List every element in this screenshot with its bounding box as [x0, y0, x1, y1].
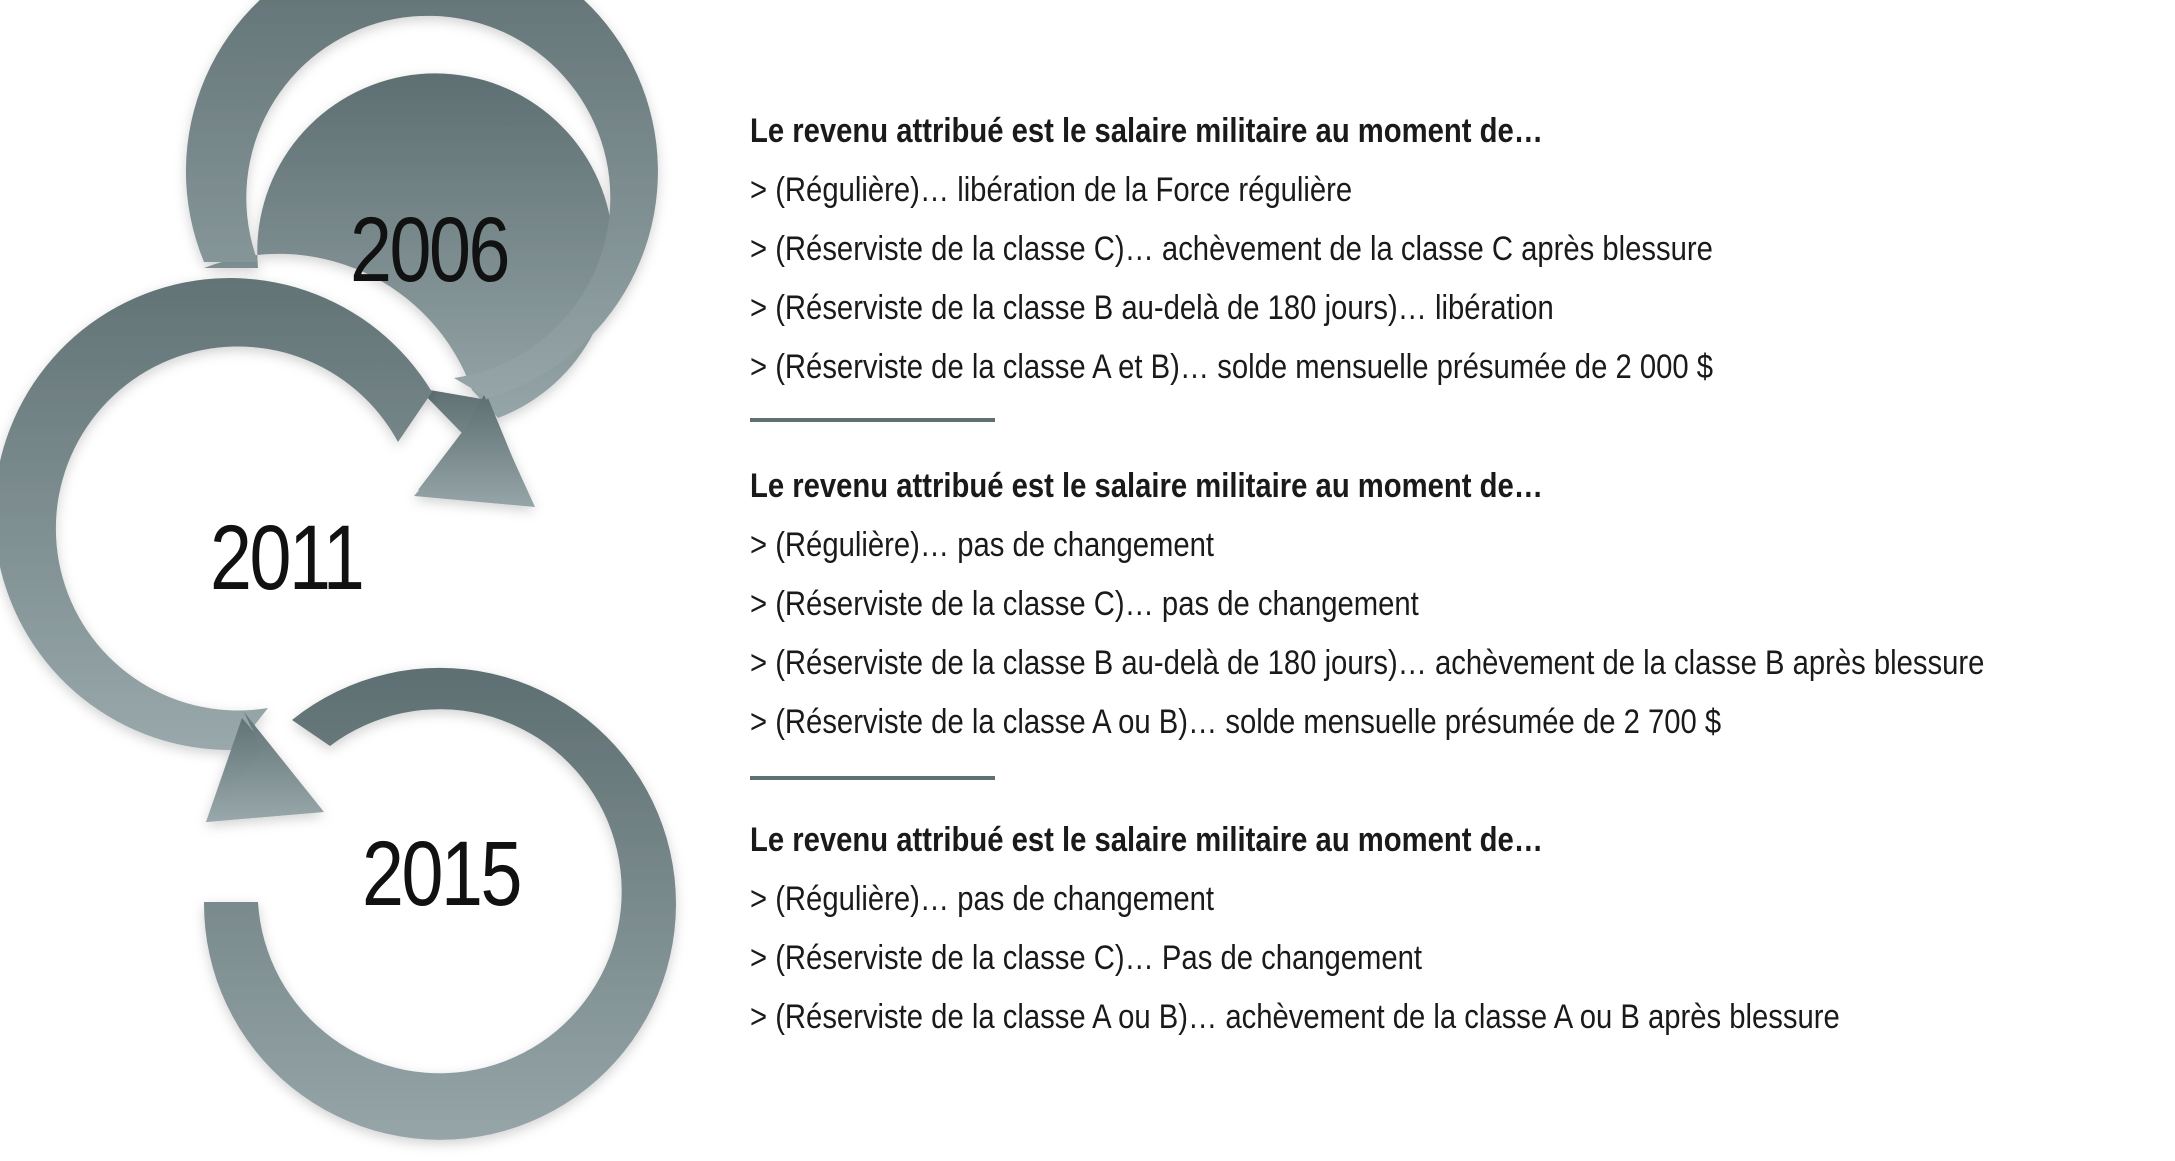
text-block-2011: [750, 457, 2150, 752]
list-item: > (Réserviste de la classe A ou B)… achèvement de la classe A ou B après blessure: [750, 998, 1840, 1036]
year-label-2011: 2011: [210, 507, 363, 609]
year-label-2015: 2015: [362, 823, 520, 925]
list-item: > (Réserviste de la classe C)… pas de changement: [750, 585, 1419, 623]
list-item: > (Régulière)… pas de changement: [750, 880, 1215, 918]
list-item: > (Régulière)… libération de la Force régulière: [750, 171, 1353, 209]
list-item: > (Réserviste de la classe B au-delà de 180 jours)… achèvement de la classe B après blessure: [750, 644, 1985, 682]
list-item: > (Réserviste de la classe C)… achèvement de la classe C après blessure: [750, 230, 1713, 268]
year-label-2006: 2006: [350, 199, 508, 301]
block-heading: Le revenu attribué est le salaire militaire au moment de…: [750, 821, 1544, 859]
list-item: > (Régulière)… pas de changement: [750, 526, 1215, 564]
list-item: > (Réserviste de la classe C)… Pas de changement: [750, 939, 1423, 977]
text-block-2015: [750, 811, 2150, 1047]
list-item: > (Réserviste de la classe A ou B)… solde mensuelle présumée de 2 700 $: [750, 703, 1722, 741]
block-heading: Le revenu attribué est le salaire militaire au moment de…: [750, 467, 1544, 505]
section-divider: [750, 776, 995, 780]
section-divider: [750, 418, 995, 422]
list-item: > (Réserviste de la classe B au-delà de 180 jours)… libération: [750, 289, 1554, 327]
text-block-2006: [750, 102, 2150, 397]
block-heading: Le revenu attribué est le salaire militaire au moment de…: [750, 112, 1544, 150]
list-item: > (Réserviste de la classe A et B)… solde mensuelle présumée de 2 000 $: [750, 348, 1714, 386]
